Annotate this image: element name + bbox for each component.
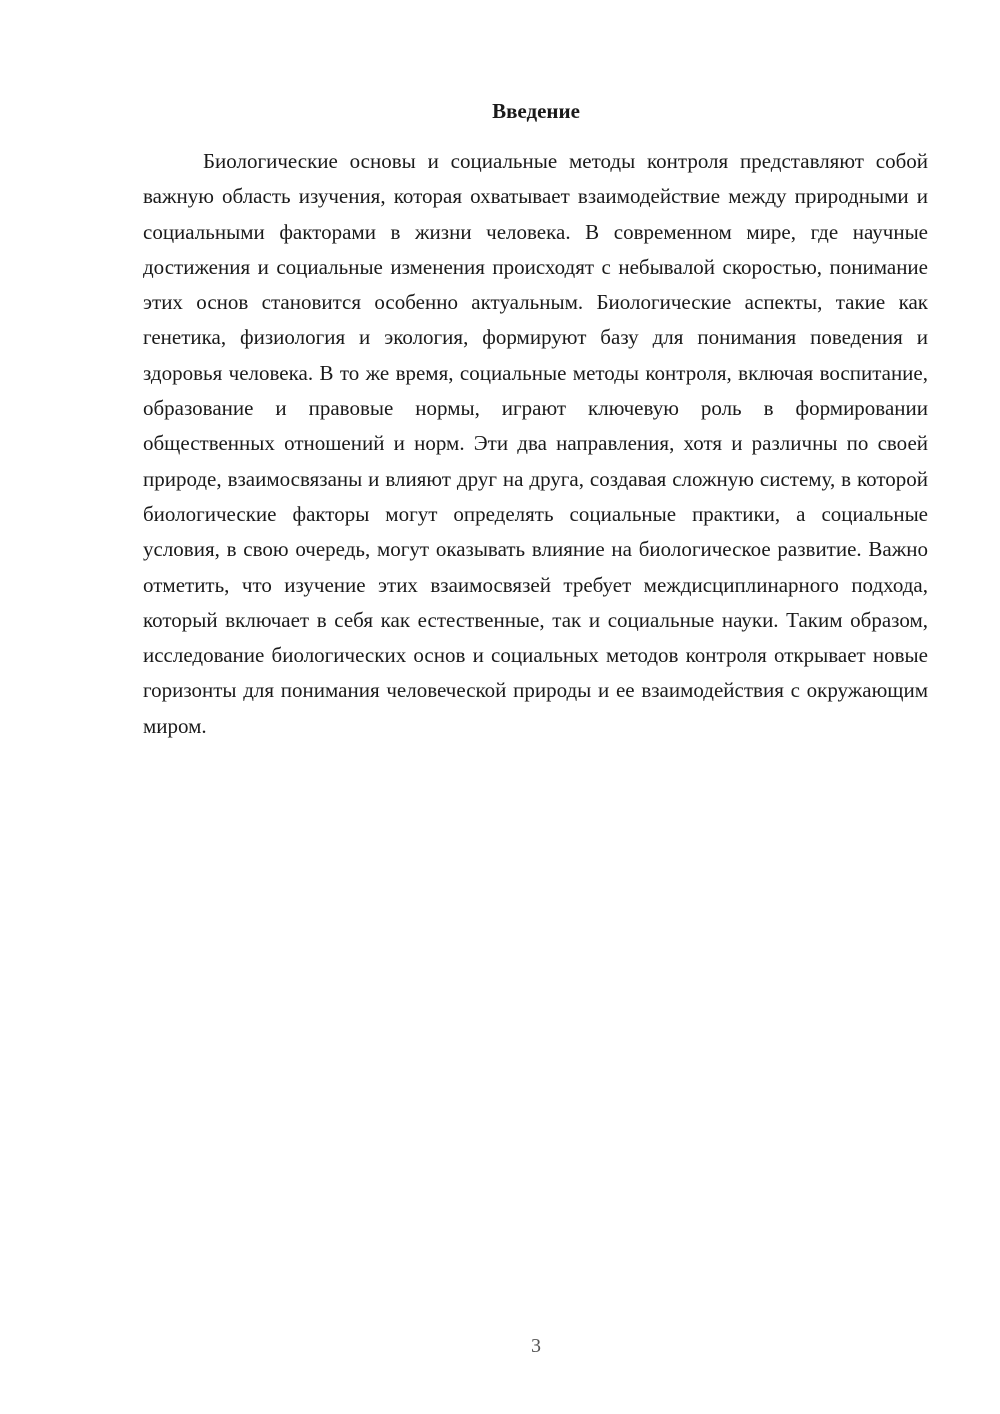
page-number: 3 [531, 1335, 541, 1357]
section-heading: Введение [492, 99, 580, 123]
body-paragraph: Биологические основы и социальные методы контроля представляют собой важную область изучения, которая охватывает взаимодействие между природными и социальными факторами в жизни человека. В современном мире, где научные достижения и социальные изменения происходят с небывалой скоростью, понимание этих основ становится особенно актуальным. Биологические аспекты, такие как генетика, физиология и экология, формируют базу для понимания поведения и здоровья человека. В то же время, социальные методы контроля, включая воспитание, образование и правовые нормы, играют ключевую роль в формировании общественных отношений и норм. Эти два направления, хотя и различны по своей природе, взаимосвязаны и влияют друг на друга, создавая сложную систему, в которой биологические факторы могут определять социальные практики, а социальные условия, в свою очередь, могут оказывать влияние на биологическое развитие. Важно отметить, что изучение этих взаимосвязей требует междисциплинарного подхода, который включает в себя как естественные, так и социальные науки. Таким образом, исследование биологических основ и социальных методов контроля открывает новые горизонты для понимания человеческой природы и ее взаимодействия с окружающим миром. [143, 149, 928, 738]
